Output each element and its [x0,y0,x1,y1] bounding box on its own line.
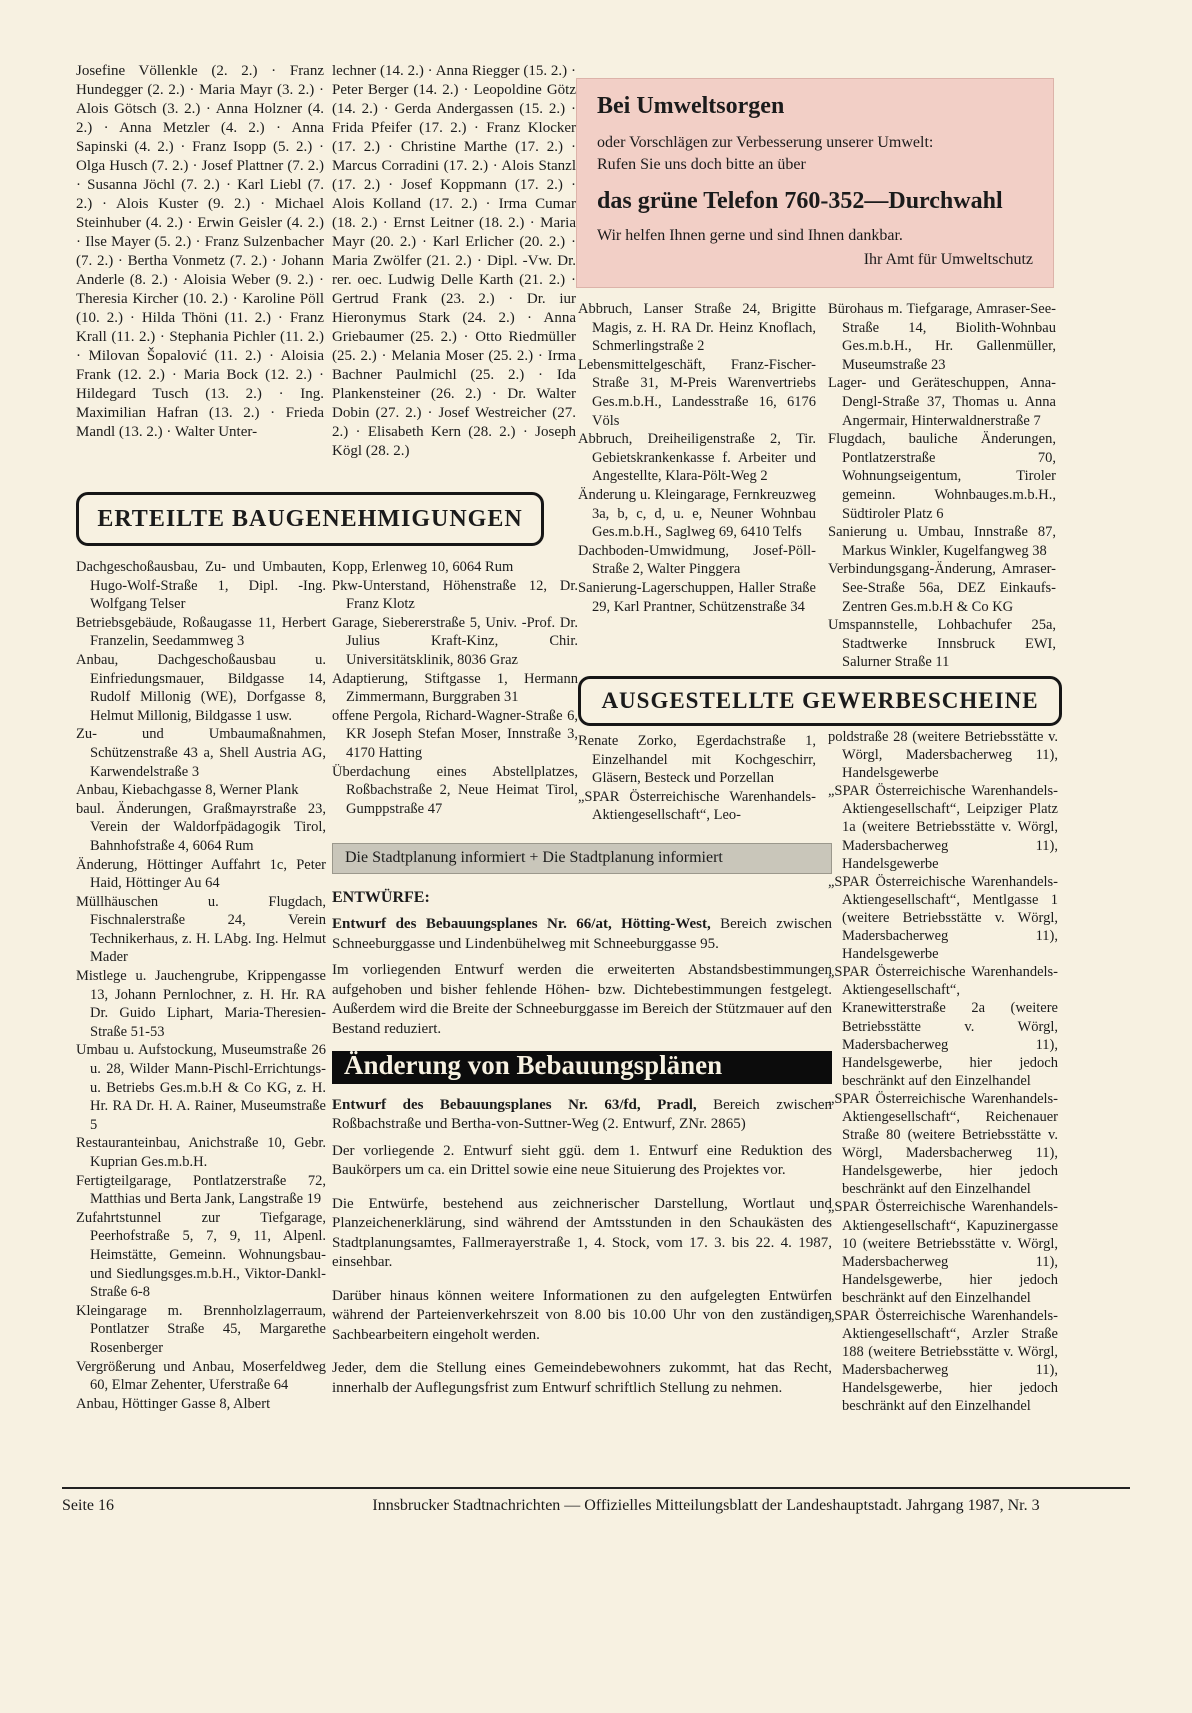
entwurf-63fd-title: Entwurf des Bebauungsplanes Nr. 63/fd, Pradl, [332,1096,697,1113]
permit-entry: Lager- und Geräteschuppen, Anna-Dengl-Straße 37, Thomas u. Anna Angermair, Hinterwaldnerstraße 7 [828,375,1056,429]
section-header-gewerbescheine-label: AUSGESTELLTE GEWERBESCHEINE [601,688,1039,713]
permit-entry: Verbindungsgang-Änderung, Amraser-See-Straße 56a, DEZ Einkaufs-Zentren Ges.m.b.H & Co KG [828,561,1056,615]
bebauungsplaene-banner: Änderung von Bebauungsplänen [332,1051,832,1084]
einsehbar-paragraph: Die Entwürfe, bestehend aus zeichnerischer Darstellung, Wortlaut und Planzeichenerklärung, sind während der Amtsstunden in den Schaukästen des Stadtplanungsamtes, Fallmerayerstraße 1, 4. Stock, vom 17. 3. bis 22. 4. 1987, einsehbar. [332,1195,832,1270]
licence-entry: „SPAR Österreichische Warenhandels-Aktiengesellschaft“, Arzler Straße 188 (weitere Betriebsstätte v. Wörgl, Madersbacherweg 11), Handelsgewerbe, hier jedoch beschränkt auf den Einzelhandel [828,1308,1058,1415]
permit-entry: Mistlege u. Jauchengrube, Krippengasse 13, Johann Pernlochner, z. H. Hr. RA Dr. Guido Liphart, Maria-Theresien-Straße 51-53 [76,968,326,1040]
stadtplanung-header-bar: Die Stadtplanung informiert + Die Stadtplanung informiert [332,843,832,874]
gewerbescheine-column-1 [578,732,816,825]
permit-entry: Restauranteinbau, Anichstraße 10, Gebr. Kuprian Ges.m.b.H. [76,1135,326,1170]
permit-entry: Müllhäuschen u. Flugdach, Fischnalerstraße 24, Verein Technikerhaus, z. H. LAbg. Ing. Helmut Mader [76,893,326,966]
umwelt-box-signature: Ihr Amt für Umweltschutz [863,251,1033,268]
footer-publication-line: Innsbrucker Stadtnachrichten — Offizielles Mitteilungsblatt der Landeshauptstadt. Jahrgang 1987, Nr. 3 [372,1497,1040,1514]
permits-column-3 [578,300,816,616]
entwurf-63fd-area: Bereich zwischen Roßbachstraße und Bertha-von-Suttner-Weg (2. Entwurf, ZNr. 2865) [332,1096,833,1132]
permit-entry: Kleingarage m. Brennholzlagerraum, Pontlatzer Straße 45, Margarethe Rosenberger [76,1302,326,1356]
section-header-baugenehmigungen-label: ERTEILTE BAUGENEHMIGUNGEN [97,505,523,532]
stellungnahme-paragraph: Jeder, dem die Stellung eines Gemeindebewohners zukommt, hat das Recht, innerhalb der Auflegungsfrist zum Entwurf schriftlich Stellung zu nehmen. [332,1360,832,1396]
permit-entry: Abbruch, Dreiheiligenstraße 2, Tir. Gebietskrankenkasse f. Arbeiter und Angestellte, Klara-Pölt-Weg 2 [578,431,816,485]
permit-entry: Überdachung eines Abstellplatzes, Roßbachstraße 2, Neue Heimat Tirol, Gumppstraße 47 [332,763,578,817]
entwurf-63fd-description: Der vorliegende 2. Entwurf sieht ggü. dem 1. Entwurf eine Reduktion des Baukörpers um ca. ein Drittel sowie eine neue Situierung des Projektes vor. [332,1142,832,1178]
permit-entry: Sanierung u. Umbau, Innstraße 87, Markus Winkler, Kugelfangweg 38 [828,524,1056,559]
section-header-gewerbescheine [578,676,1062,726]
permit-entry: Anbau, Kiebachgasse 8, Werner Plank [76,782,299,799]
licence-entry: „SPAR Österreichische Warenhandels-Aktiengesellschaft“, Leipziger Platz 1a (weitere Betriebsstätte v. Wörgl, Madersbacherweg 11), Handelsgewerbe [828,783,1058,872]
permit-entry: Vergrößerung und Anbau, Moserfeldweg 60, Elmar Zehenter, Uferstraße 64 [76,1358,326,1394]
permits-column-1 [76,558,326,1413]
licence-entry: poldstraße 28 (weitere Betriebsstätte v. Wörgl, Madersbacherweg 11), Handelsgewerbe [828,729,1058,782]
permit-entry: Abbruch, Lanser Straße 24, Brigitte Magis, z. H. RA Dr. Heinz Knoflach, Schmerlingstraße 2 [578,301,816,355]
entwurf-63fd-paragraph [332,1096,832,1135]
page-footer [62,1487,1130,1515]
permit-entry: Fertigteilgarage, Pontlatzerstraße 72, Matthias und Berta Jank, Langstraße 19 [76,1172,326,1208]
gewerbescheine-column-2 [828,728,1058,1416]
umwelt-box-title: Bei Umweltsorgen [597,93,785,119]
permit-entry: Garage, Siebererstraße 5, Univ. -Prof. Dr. Julius Kraft-Kinz, Chir. Universitätsklinik, 8036 Graz [332,614,578,668]
umwelt-box-line-1: oder Vorschlägen zur Verbesserung unserer Umwelt: [597,134,934,151]
permit-entry: Sanierung-Lagerschuppen, Haller Straße 29, Karl Prantner, Schützenstraße 34 [578,579,816,615]
licence-entry: „SPAR Österreichische Warenhandels-Aktiengesellschaft“, Mentlgasse 1 (weitere Betriebsstätte v. Wörgl, Madersbacherweg 11), Handelsgewerbe [828,873,1058,963]
umwelt-phone-line: das grüne Telefon 760-352—Durchwahl [597,188,1003,214]
licence-entry: „SPAR Österreichische Warenhandels-Aktiengesellschaft“, Kapuzinergasse 10 (weitere Betriebsstätte v. Wörgl, Madersbacherweg 11), Handelsgewerbe, hier jedoch beschränkt auf den Einzelhandel [828,1199,1058,1306]
permit-entry: Anbau, Höttinger Gasse 8, Albert [76,1395,271,1412]
permit-entry: Kopp, Erlenweg 10, 6064 Rum [332,559,514,575]
entwuerfe-label: ENTWÜRFE: [332,888,430,906]
permit-entry: Änderung u. Kleingarage, Fernkreuzweg 3a, b, c, d, u. e, Neuner Wohnbau Ges.m.b.H., Saglweg 69, 6410 Telfs [578,486,816,541]
umwelt-notice-box [576,78,1054,288]
permit-entry: Adaptierung, Stiftgasse 1, Hermann Zimmermann, Burggraben 31 [332,670,578,706]
entwurf-66at-title: Entwurf des Bebauungsplanes Nr. 66/at, Hötting-West, [332,916,711,932]
licence-entry: „SPAR Österreichische Warenhandels-Aktiengesellschaft“, Leo- [578,788,816,824]
permit-entry: Zufahrtstunnel zur Tiefgarage, Peerhofstraße 5, 7, 9, 11, Alpenl. Heimstätte, Gemeinn. Wohnungsbau- und Siedlungsges.m.b.H., Viktor-Dankl-Straße 6-8 [76,1209,326,1301]
permit-entry: Umbau u. Aufstockung, Museumstraße 26 u. 28, Wilder Mann-Pischl-Errichtungs- u. Betriebs Ges.m.b.H & Co KG, z. H. Hr. RA Dr. H. A. Rainer, Museumstraße 5 [76,1042,326,1133]
permits-column-2 [332,558,578,818]
names-list-column-1: Josefine Völlenkle (2. 2.) · Franz Hundegger (2. 2.) · Maria Mayr (3. 2.) · Alois Götsch (3. 2.) · Anna Holzner (4. 2.) · Anna Metzler (4. 2.) · Anna Sapinski (4. 2.) · Franz Isopp (5. 2.) · Olga Husch (7. 2.) · Josef Plattner (7. 2.) · Susanna Jöchl (7. 2.) · Karl Liebl (7. 2.) · Alois Kuster (9. 2.) · Michael Steinhuber (4. 2.) · Erwin Geisler (4. 2.) · Ilse Mayer (5. 2.) · Franz Sulzenbacher (7. 2.) · Bertha Vonmetz (7. 2.) · Johann Anderle (8. 2.) · Aloisia Weber (9. 2.) · Theresia Kircher (10. 2.) · Karoline Pöll (10. 2.) · Hilda Thöni (11. 2.) · Franz Krall (11. 2.) · Stephania Pichler (11. 2.) · Milovan Šopalović (11. 2.) · Aloisia Frank (12. 2.) · Maria Bock (12. 2.) · Hildegard Tusch (13. 2.) · Ing. Maximilian Hafran (13. 2.) · Frieda Mandl (13. 2.) · Walter Unter- [76,63,324,440]
permit-entry: Bürohaus m. Tiefgarage, Amraser-See-Straße 14, Biolith-Wohnbau Ges.m.b.H., Hr. Gallenmüller, Museumstraße 23 [828,301,1056,373]
permit-entry: Dachgeschoßausbau, Zu- und Umbauten, Hugo-Wolf-Straße 1, Dipl. -Ing. Wolfgang Telser [76,559,326,613]
section-header-baugenehmigungen [76,492,544,546]
licence-entry: Renate Zorko, Egerdachstraße 1, Einzelhandel mit Kochgeschirr, Gläsern, Besteck und Porzellan [578,733,816,787]
permits-column-4 [828,300,1056,672]
permit-entry: Dachboden-Umwidmung, Josef-Pöll-Straße 2, Walter Pinggera [578,542,816,578]
informationen-paragraph: Darüber hinaus können weitere Informationen zu den aufgelegten Entwürfen während der Parteienverkehrszeit von 8.00 bis 10.00 Uhr von den zuständigen Sachbearbeitern eingeholt werden. [332,1287,832,1343]
names-list-column-2: lechner (14. 2.) · Anna Riegger (15. 2.) · Peter Berger (14. 2.) · Leopoldine Götz (14. 2.) · Gerda Andergassen (15. 2.) · Frida Pfeifer (17. 2.) · Franz Klocker (17. 2.) · Christine Marthe (17. 2.) · Marcus Corradini (17. 2.) · Alois Stanzl (17. 2.) · Josef Koppmann (17. 2.) · Alois Kolland (17. 2.) · Irma Cumar (18. 2.) · Ernst Leitner (18. 2.) · Maria Mayr (20. 2.) · Karl Erlicher (20. 2.) · Maria Zwölfer (21. 2.) · Dipl. -Vw. Dr. rer. oec. Ludwig Delle Karth (21. 2.) · Gertrud Frank (23. 2.) · Dr. iur Hieronymus Stark (24. 2.) · Anna Griebaumer (25. 2.) · Otto Riedmüller (25. 2.) · Melania Moser (25. 2.) · Irma Bachner Paulmichl (25. 2.) · Ida Plankensteiner (26. 2.) · Dr. Walter Dobin (27. 2.) · Josef Westreicher (27. 2.) · Elisabeth Kern (28. 2.) · Joseph Kögl (28. 2.) [332,63,576,459]
entwurf-66at-description: Im vorliegenden Entwurf werden die erweiterten Abstandsbestimmungen aufgehoben und bisher fehlende Höhen- bzw. Dichtebestimmungen festgelegt. Außerdem wird die Breite der Schneeburggasse im Bereich der Stützmauer auf den Bestand reduziert. [332,962,832,1037]
footer-page-number: Seite 16 [62,1497,114,1514]
licence-entry: „SPAR Österreichische Warenhandels-Aktiengesellschaft“, Kranewitterstraße 2a (weitere Betriebsstätte v. Wörgl, Madersbacherweg 11), Handelsgewerbe, hier jedoch beschränkt auf den Einzelhandel [828,964,1058,1089]
entwurf-66at-area: Bereich zwischen Schneeburggasse und Lindenbühelweg mit Schneeburggasse 95. [332,916,833,952]
permit-entry: Betriebsgebäude, Roßaugasse 11, Herbert Franzelin, Seedammweg 3 [76,614,326,650]
permit-entry: Pkw-Unterstand, Höhenstraße 12, Dr. Franz Klotz [332,577,578,613]
permit-entry: Flugdach, bauliche Änderungen, Pontlatzerstraße 70, Wohnungseigentum, Tiroler gemeinn. Wohnbauges.m.b.H., Südtiroler Platz 6 [828,431,1056,522]
permit-entry: offene Pergola, Richard-Wagner-Straße 6, KR Joseph Stefan Moser, Innstraße 3, 4170 Hatting [332,707,578,761]
permit-entry: Zu- und Umbaumaßnahmen, Schützenstraße 43 a, Shell Austria AG, Karwendelstraße 3 [76,726,326,780]
licence-entry: „SPAR Österreichische Warenhandels-Aktiengesellschaft“, Reichenauer Straße 80 (weitere Betriebsstätte v. Wörgl, Madersbacherweg 11), Handelsgewerbe, hier jedoch beschränkt auf den Einzelhandel [828,1090,1058,1198]
umwelt-box-line-3: Wir helfen Ihnen gerne und sind Ihnen dankbar. [597,227,903,244]
permit-entry: baul. Änderungen, Graßmayrstraße 23, Verein der Waldorfpädagogik Tirol, Bahnhofstraße 4, 6064 Rum [76,800,326,854]
permit-entry: Änderung, Höttinger Auffahrt 1c, Peter Haid, Höttinger Au 64 [76,856,326,892]
permit-entry: Lebensmittelgeschäft, Franz-Fischer-Straße 31, M-Preis Warenvertriebs Ges.m.b.H., Landesstraße 16, 6176 Völs [578,356,816,429]
entwurf-66at-paragraph [332,915,832,954]
umwelt-box-line-2: Rufen Sie uns doch bitte an über [597,156,806,173]
permit-entry: Umspannstelle, Lohbachufer 25a, Stadtwerke Innsbruck EWI, Salurner Straße 11 [828,617,1056,671]
stadtplanung-section [332,843,832,1405]
permit-entry: Anbau, Dachgeschoßausbau u. Einfriedungsmauer, Bildgasse 14, Rudolf Millonig (WE), Dorfgasse 8, Helmut Millonig, Bildgasse 1 usw. [76,651,326,724]
